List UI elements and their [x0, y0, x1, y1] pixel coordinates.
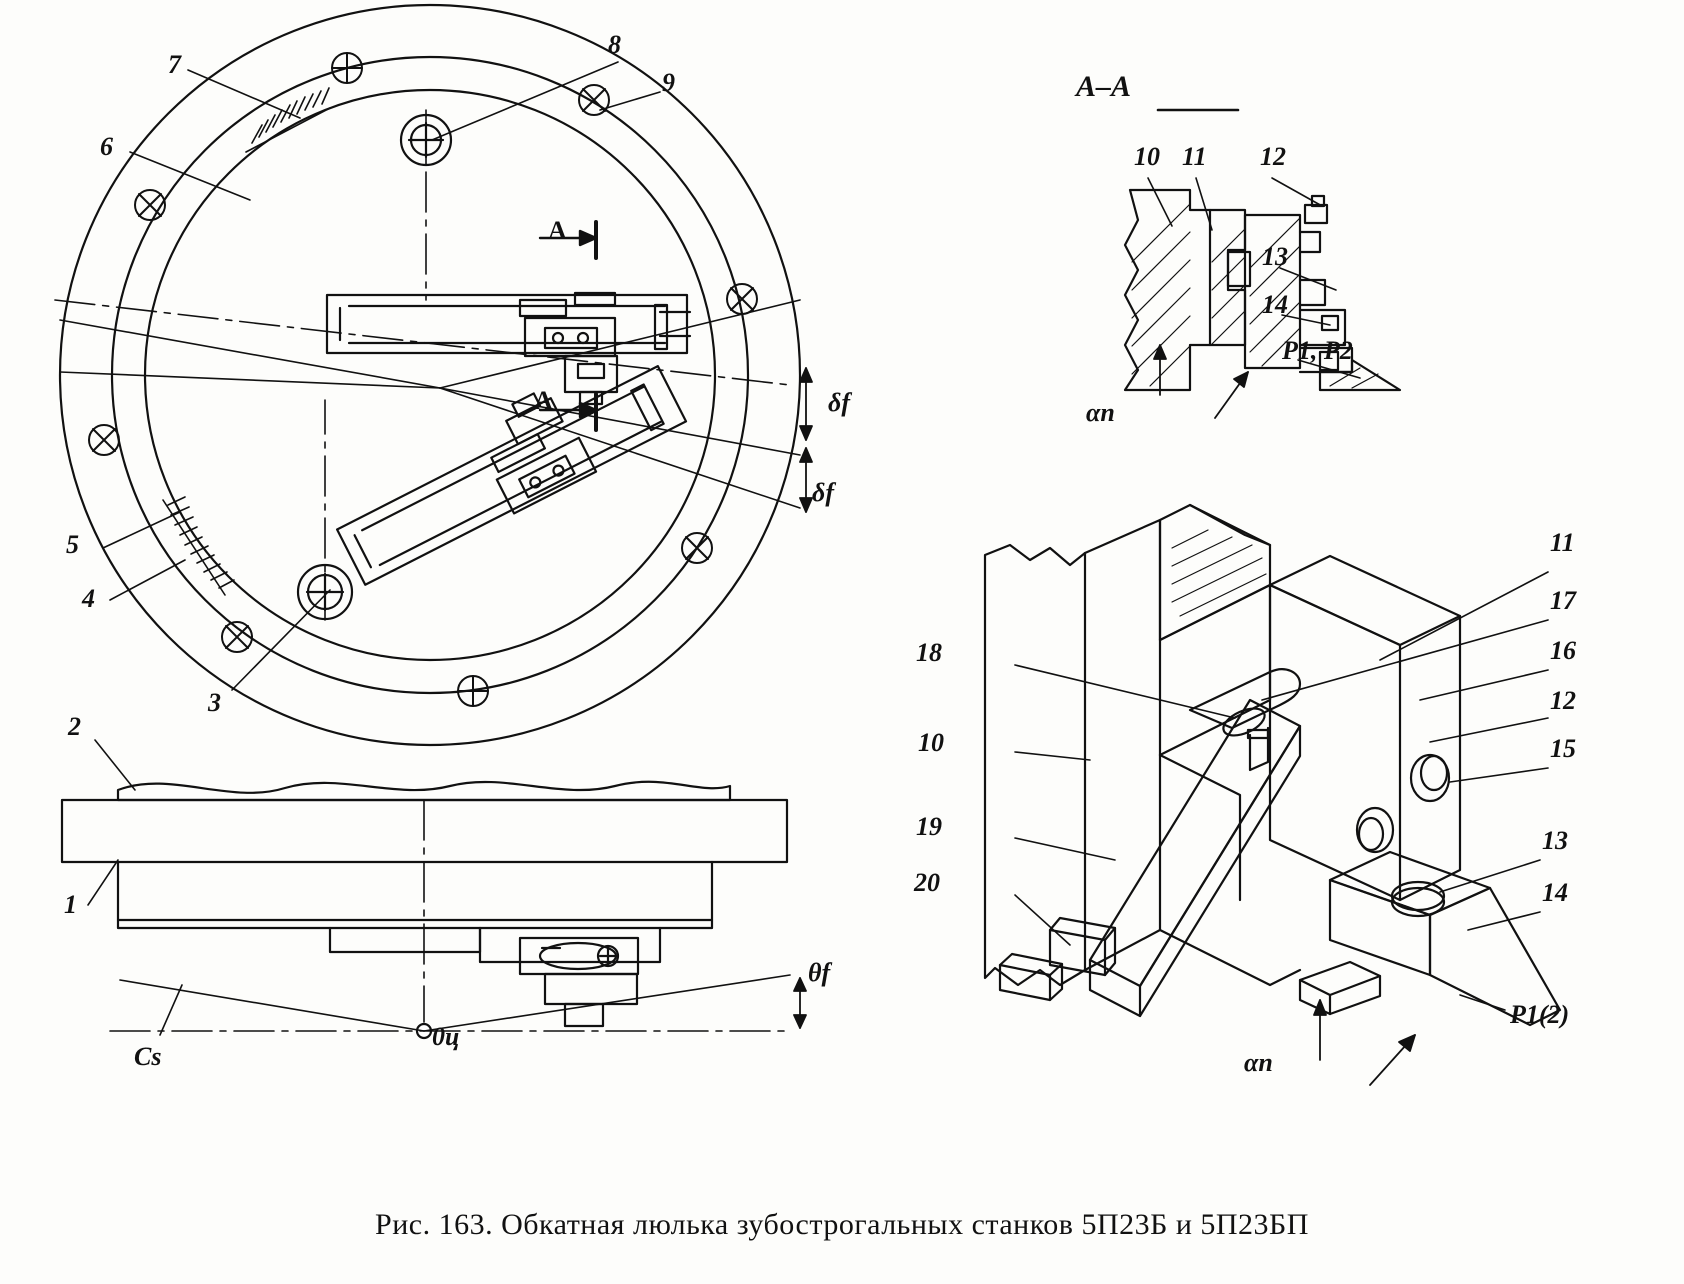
- callout-14-section: 14: [1262, 290, 1288, 319]
- label-p1-2-iso: P1(2): [1510, 1000, 1570, 1029]
- callout-19: 19: [916, 812, 942, 841]
- callout-1: 1: [64, 890, 77, 919]
- dim-center-point: 0ц: [432, 1022, 460, 1051]
- callout-8: 8: [608, 30, 621, 59]
- callout-18: 18: [916, 638, 942, 667]
- label-alpha-n-section: αn: [1086, 398, 1115, 427]
- callout-17: 17: [1550, 586, 1576, 615]
- callout-9: 9: [662, 68, 675, 97]
- label-p1-p2-section: P1, P2: [1282, 336, 1353, 365]
- section-title: A–A: [1076, 70, 1132, 103]
- label-alpha-n-iso: αn: [1244, 1048, 1273, 1077]
- callout-10-section: 10: [1134, 142, 1160, 171]
- callout-15: 15: [1550, 734, 1576, 763]
- callout-11-iso: 11: [1550, 528, 1575, 557]
- callout-12-iso: 12: [1550, 686, 1576, 715]
- callout-13-section: 13: [1262, 242, 1288, 271]
- dim-delta-f-upper: δf: [828, 388, 850, 417]
- callout-13-iso: 13: [1542, 826, 1568, 855]
- dim-theta-f: θf: [808, 958, 831, 987]
- figure-caption: Рис. 163. Обкатная люлька зубострогальных станков 5П23Б и 5П23БП: [375, 1208, 1309, 1241]
- side-view-cradle: [62, 740, 806, 1038]
- section-mark-a-bottom: A: [534, 386, 553, 415]
- callout-6: 6: [100, 132, 113, 161]
- callout-20: 20: [914, 868, 940, 897]
- callout-7: 7: [168, 50, 181, 79]
- section-mark-a-top: A: [548, 216, 567, 245]
- callout-14-iso: 14: [1542, 878, 1568, 907]
- dim-delta-f-lower: δf: [812, 478, 834, 507]
- callout-3: 3: [208, 688, 221, 717]
- plan-view-cradle: [55, 5, 812, 745]
- dim-cs: Cs: [134, 1042, 162, 1071]
- callout-4: 4: [82, 584, 95, 613]
- callout-12-section: 12: [1260, 142, 1286, 171]
- callout-11-section: 11: [1182, 142, 1207, 171]
- isometric-view: [985, 505, 1560, 1085]
- callout-16: 16: [1550, 636, 1576, 665]
- callout-2: 2: [68, 712, 81, 741]
- callout-5: 5: [66, 530, 79, 559]
- callout-10-iso: 10: [918, 728, 944, 757]
